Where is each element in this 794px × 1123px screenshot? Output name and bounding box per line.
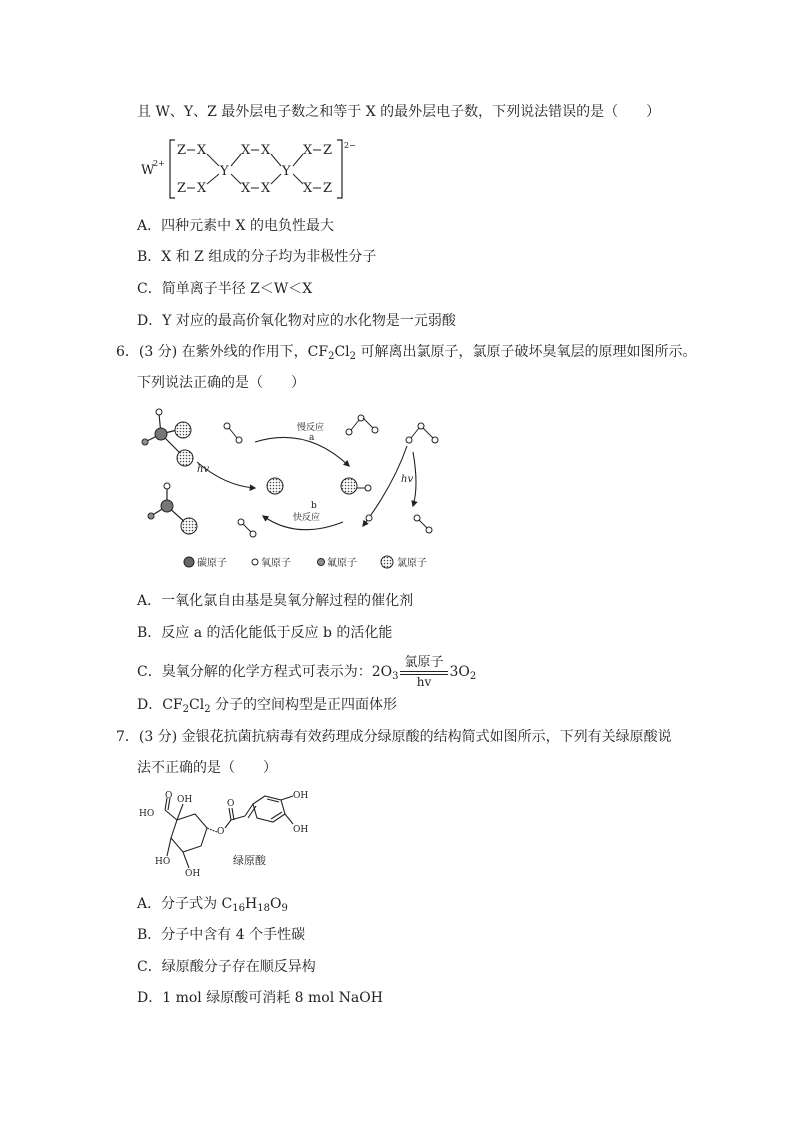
q6-option-d: D．$CF_2Cl_2$ 分子的空间构型是正四面体形 bbox=[137, 697, 398, 715]
o-ester-label: O bbox=[217, 827, 225, 837]
atom-y1: Y bbox=[220, 164, 229, 179]
q7-option-c: C．绿原酸分子存在顺反异构 bbox=[137, 959, 316, 975]
q5-option-d: D．Y 对应的最高价氧化物对应的水化物是一元弱酸 bbox=[137, 313, 456, 329]
svg-text:X: X bbox=[197, 181, 207, 196]
cation-charge: 2+ bbox=[153, 159, 165, 168]
q6-ozone-diagram bbox=[137, 406, 457, 581]
atom-x1: X bbox=[197, 143, 207, 158]
q7-option-d: D．1 mol 绿原酸可消耗 8 mol NaOH bbox=[137, 990, 383, 1006]
atom-z2: Z bbox=[177, 181, 187, 196]
reaction-b-label: b bbox=[311, 501, 317, 511]
hv-left-label: hv bbox=[197, 464, 210, 475]
atom-z1: Z bbox=[177, 143, 187, 158]
atom-x2: X bbox=[241, 143, 251, 158]
q6-stem-line2: 下列说法正确的是（ ） bbox=[137, 375, 305, 391]
svg-text:Z: Z bbox=[323, 181, 333, 196]
q5-stem: 且 W、Y、Z 最外层电子数之和等于 X 的最外层电子数，下列说法错误的是（ ） bbox=[137, 104, 661, 120]
ho-bottom-label: HO bbox=[155, 857, 171, 867]
q7-option-a: A．分子式为 $C_{16}H_{18}O_9$ bbox=[137, 896, 288, 914]
o-carbonyl-label: O bbox=[227, 799, 235, 809]
q7-stem-line2: 法不正确的是（ ） bbox=[137, 760, 277, 776]
legend-oxygen: 氧原子 bbox=[261, 558, 291, 569]
q5-structure-figure bbox=[137, 134, 367, 204]
q6-option-c: C．臭氧分解的化学方程式可表示为：$2O_3$ $\frac{\text{氯原子}}{hv}$ $3O_2$ bbox=[137, 655, 477, 689]
slow-reaction-label: 慢反应 bbox=[297, 423, 325, 433]
q7-stem-line1: 7．(3 分) 金银花抗菌抗病毒有效药理成分绿原酸的结构简式如图所示，下列有关绿原酸说 bbox=[116, 729, 672, 745]
q6-stem-line1: 6．(3 分) 在紫外线的作用下，$CF_2Cl_2$ 可解离出氯原子，氯原子破坏臭氧层的原理如图所示。 bbox=[116, 344, 697, 362]
q5-option-c: C．简单离子半径 Z＜W＜X bbox=[137, 281, 313, 297]
ho-carboxyl-label: HO bbox=[139, 809, 155, 819]
catalyst-condition: $\frac{\text{氯原子}}{hv}$ bbox=[400, 655, 447, 689]
q6-option-b: B．反应 a 的活化能低于反应 b 的活化能 bbox=[137, 625, 393, 641]
atom-x3: X bbox=[261, 143, 271, 158]
cation-label: W bbox=[141, 163, 155, 178]
o-carboxyl-label: O bbox=[165, 791, 173, 801]
reaction-a-label: a bbox=[309, 433, 315, 443]
fast-reaction-label: 快反应 bbox=[293, 513, 321, 523]
q6-option-a: A．一氧化氯自由基是臭氧分解过程的催化剂 bbox=[137, 593, 414, 609]
anion-charge: 2− bbox=[344, 141, 356, 150]
atom-z3: Z bbox=[323, 143, 333, 158]
legend-chlorine: 氯原子 bbox=[397, 558, 427, 569]
oh-ring2-label: OH bbox=[293, 825, 309, 835]
chlorogenic-acid-structure bbox=[137, 790, 337, 882]
chlorogenic-acid-name: 绿原酸 bbox=[233, 854, 266, 867]
q5-option-b: B．X 和 Z 组成的分子均为非极性分子 bbox=[137, 249, 377, 265]
q5-option-a: A．四种元素中 X 的电负性最大 bbox=[137, 218, 334, 234]
q7-option-b: B．分子中含有 4 个手性碳 bbox=[137, 927, 306, 943]
oh-top-label: OH bbox=[177, 795, 193, 805]
legend-fluorine: 氟原子 bbox=[327, 558, 357, 569]
svg-text:X: X bbox=[241, 181, 251, 196]
atom-y2: Y bbox=[282, 164, 291, 179]
oh-ring1-label: OH bbox=[293, 791, 309, 801]
oh-bottom-label: OH bbox=[185, 869, 201, 879]
svg-text:X: X bbox=[261, 181, 271, 196]
legend-carbon: 碳原子 bbox=[197, 558, 227, 569]
hv-right-label: hv bbox=[401, 474, 414, 485]
svg-text:X: X bbox=[303, 181, 313, 196]
atom-x4: X bbox=[303, 143, 313, 158]
